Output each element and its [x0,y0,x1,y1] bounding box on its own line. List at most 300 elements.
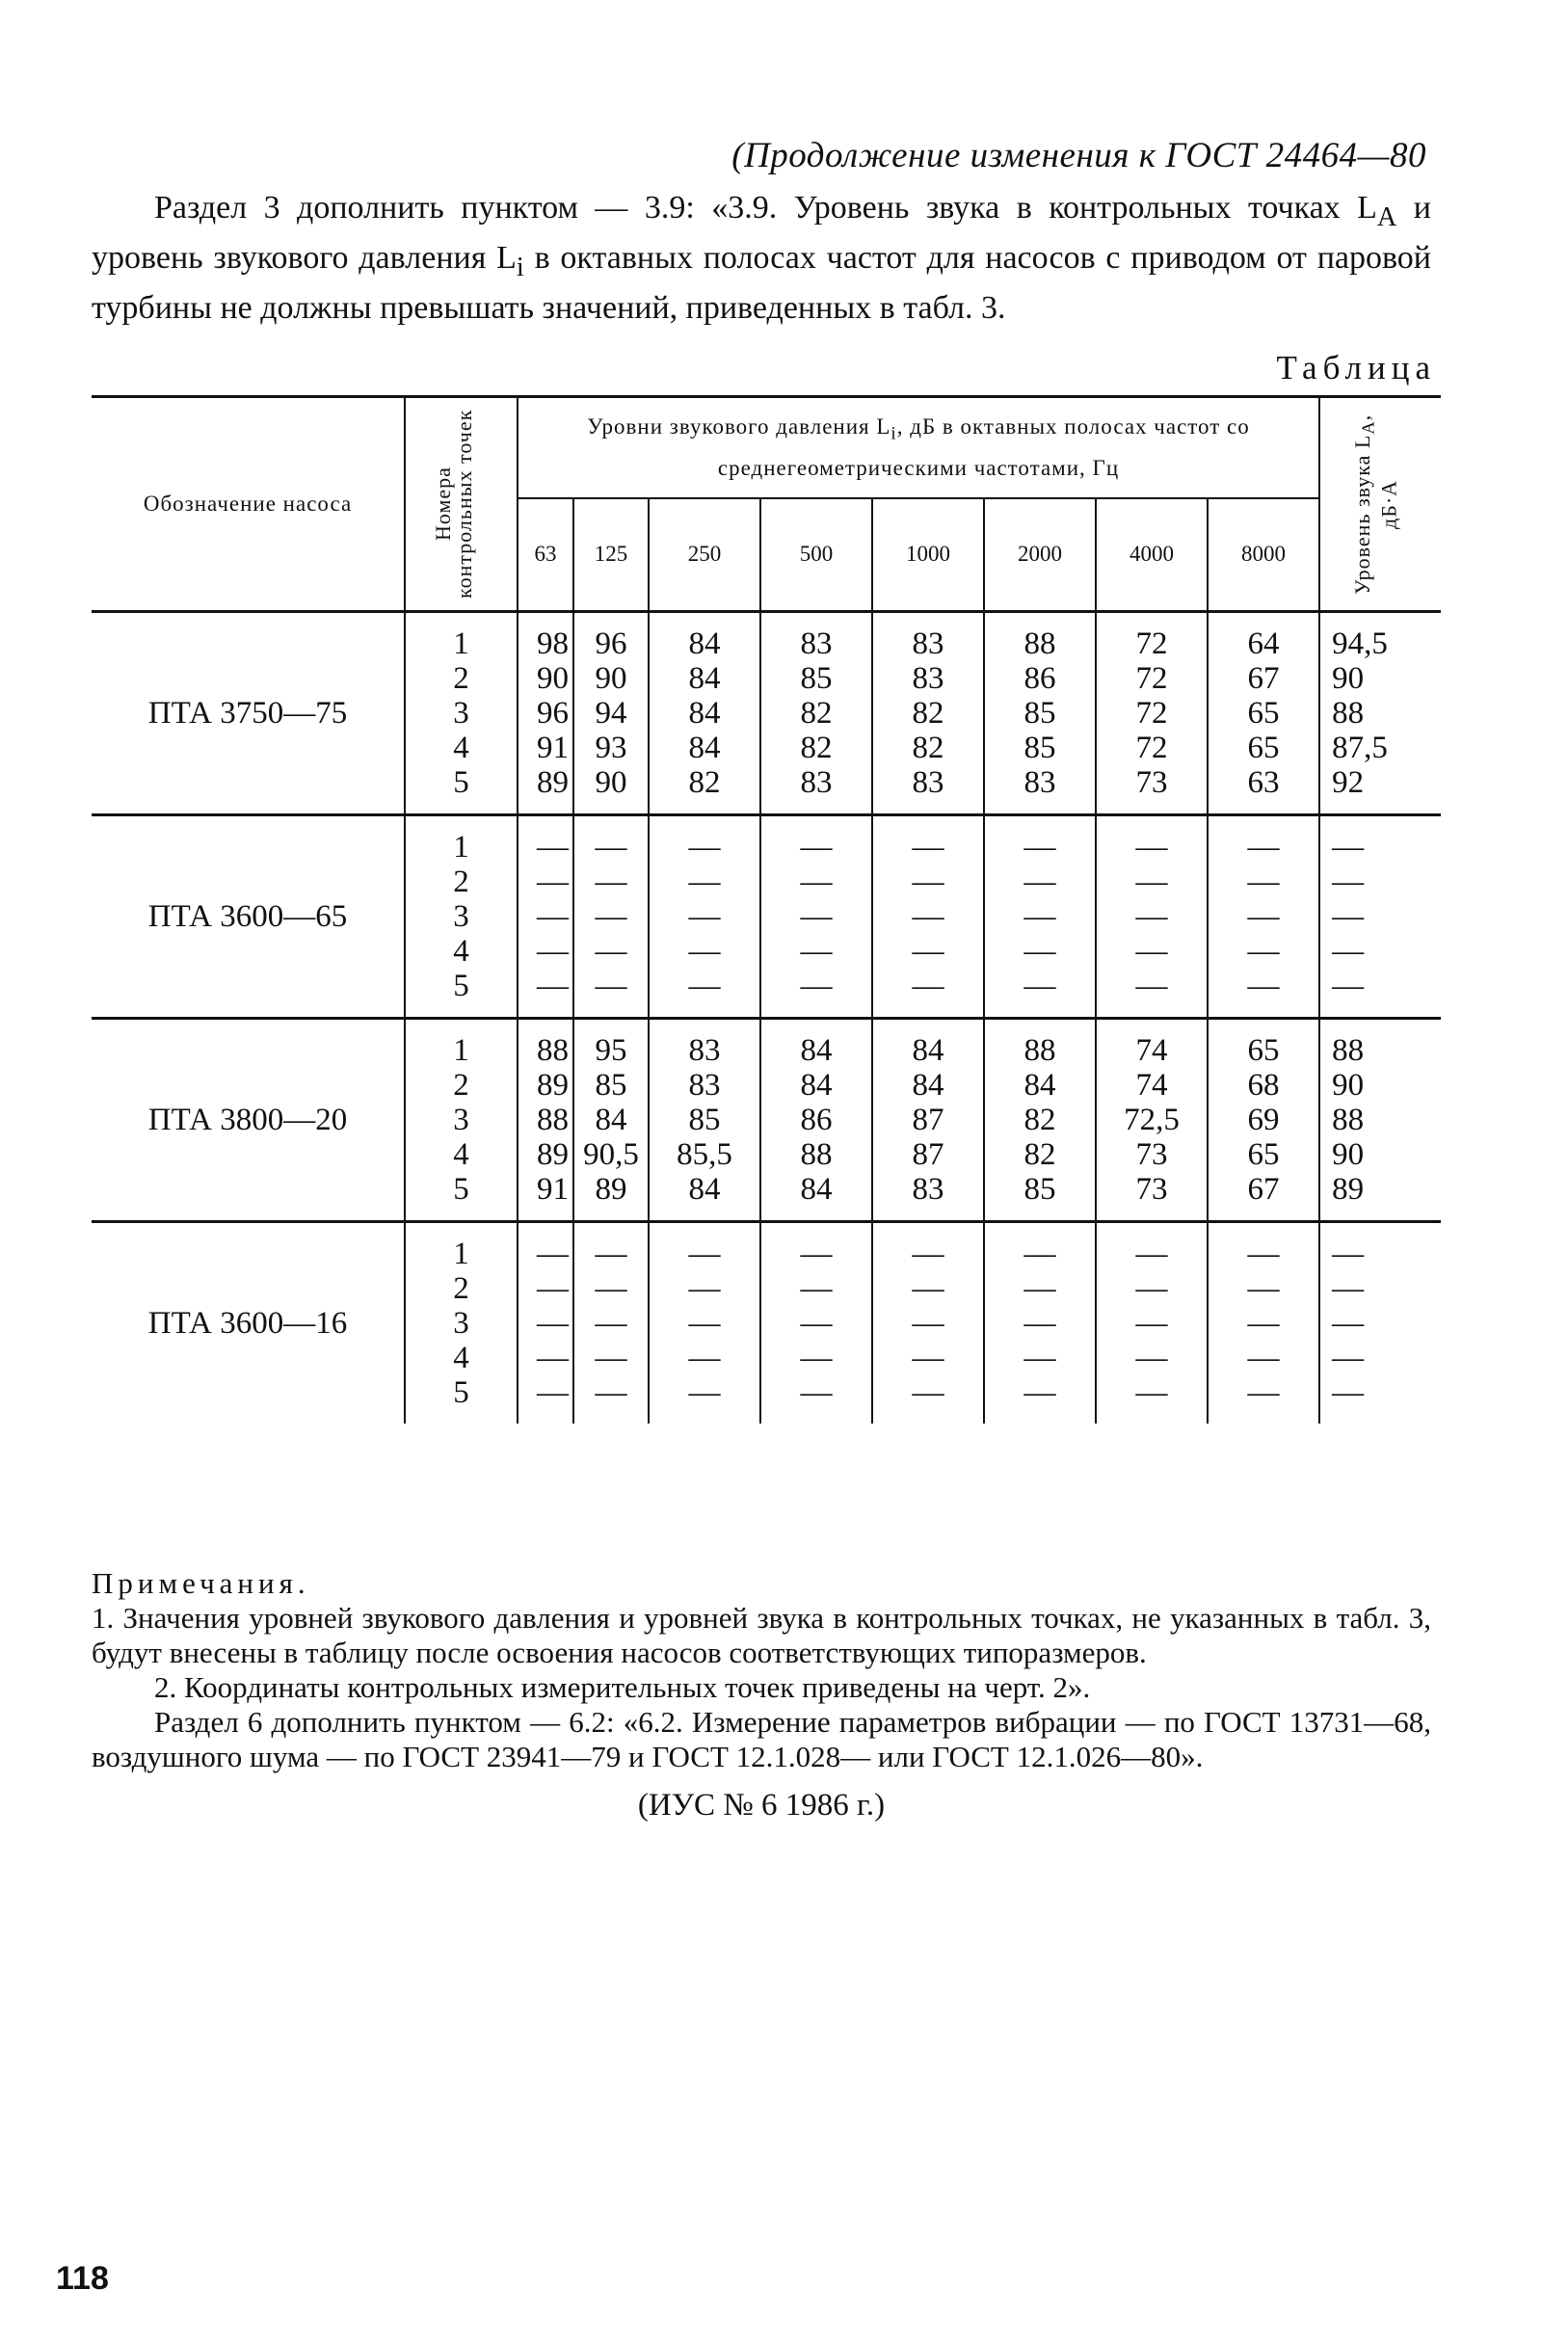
pressure-value: 84 [872,1033,984,1068]
table-label: Таблица [1276,349,1436,386]
header-pump-name-text: Обозначение насоса [143,492,353,516]
table-row [92,1237,1441,1271]
spacer-cell [573,1410,649,1424]
point-number: 3 [405,696,518,731]
pressure-value: 85 [984,731,1096,765]
point-number: 2 [405,1271,518,1306]
spacer-cell [405,1223,518,1237]
page-number: 118 [56,2260,109,2297]
pressure-value: 65 [1208,1033,1319,1068]
intro-paragraph [92,188,1431,329]
group-spacer [92,816,1441,830]
pressure-value: 68 [1208,1068,1319,1103]
pressure-value: — [1096,899,1208,934]
spacer-cell [92,612,405,627]
group-spacer [92,1410,1441,1424]
sound-level-value: — [1319,1306,1441,1341]
pressure-value: — [1096,969,1208,1003]
pressure-value: — [649,1237,760,1271]
pressure-value: 83 [872,765,984,800]
spacer-cell [1096,816,1208,830]
pressure-value: 85 [984,1172,1096,1207]
pressure-value: — [1208,969,1319,1003]
pressure-value: 84 [649,731,760,765]
pressure-value: 67 [1208,661,1319,696]
pressure-value: 64 [1208,626,1319,661]
pressure-value: — [649,1306,760,1341]
pressure-value: — [1208,865,1319,899]
pressure-value: — [649,969,760,1003]
pump-name: ПТА 3600—16 [147,1306,348,1341]
spacer-cell [92,1020,405,1033]
running-header: (Продолжение изменения к ГОСТ 24464—80 [731,136,1426,175]
pressure-value: 69 [1208,1103,1319,1137]
table-row [92,626,1441,661]
spacer-cell [1096,612,1208,627]
sound-level-value: 92 [1319,765,1441,800]
header-span-sub: i [890,423,897,444]
pressure-value: — [760,1341,872,1375]
pressure-value: 94 [573,696,649,731]
pressure-value: 83 [872,626,984,661]
spacer-cell [92,1207,405,1222]
pressure-value: — [1208,1375,1319,1410]
sound-level-value: 88 [1319,1033,1441,1068]
pressure-value: 82 [872,731,984,765]
pressure-value: 82 [984,1103,1096,1137]
spacer-cell [573,1020,649,1033]
ius-reference: (ИУС № 6 1986 г.) [637,1788,886,1823]
point-number: 2 [405,865,518,899]
point-number: 2 [405,661,518,696]
pressure-value: 84 [649,626,760,661]
note-2: 2. Координаты контрольных измерительных точек приведены на черт. 2». [154,1670,1091,1704]
spacer-cell [1319,816,1441,830]
spacer-cell [984,1410,1096,1424]
spacer-cell [518,1223,573,1237]
pressure-value: — [984,830,1096,865]
spacer-cell [649,1223,760,1237]
pressure-value: 90 [518,661,573,696]
pressure-value: — [573,1341,649,1375]
spacer-cell [1319,612,1441,627]
pressure-value: 86 [984,661,1096,696]
pressure-value: — [518,969,573,1003]
spacer-cell [518,1207,573,1222]
pressure-value: — [1208,934,1319,969]
sound-level-value: — [1319,969,1441,1003]
spacer-cell [1319,1207,1441,1222]
spacer-cell [760,800,872,815]
spacer-cell [984,1223,1096,1237]
pressure-value: 84 [872,1068,984,1103]
sound-level-value: — [1319,1237,1441,1271]
freq-header: 500 [760,498,872,612]
point-number: 3 [405,1306,518,1341]
spacer-cell [518,800,573,815]
sound-level-value: — [1319,899,1441,934]
spacer-cell [1096,1223,1208,1237]
pressure-value: 74 [1096,1068,1208,1103]
spacer-cell [405,1003,518,1019]
pressure-value: 83 [872,661,984,696]
spacer-cell [872,800,984,815]
pressure-value: 86 [760,1103,872,1137]
pressure-value: — [573,969,649,1003]
pressure-value: — [1208,1306,1319,1341]
pressure-value: 85,5 [649,1137,760,1172]
pressure-value: 96 [518,696,573,731]
intro-subscript-2: i [516,252,524,282]
pressure-value: — [760,934,872,969]
spacer-cell [1319,1410,1441,1424]
pump-name: ПТА 3750—75 [147,696,348,731]
pressure-value: 89 [518,1137,573,1172]
point-number: 5 [405,1375,518,1410]
spacer-cell [760,1020,872,1033]
sound-level-value: 88 [1319,1103,1441,1137]
pressure-value: 85 [760,661,872,696]
pressure-value: 95 [573,1033,649,1068]
spacer-cell [649,816,760,830]
spacer-cell [518,612,573,627]
spacer-cell [1208,800,1319,815]
pressure-value: 82 [760,731,872,765]
freq-header: 1000 [872,498,984,612]
pressure-value: — [984,969,1096,1003]
pressure-value: — [573,1237,649,1271]
sound-level-value: — [1319,1271,1441,1306]
group-spacer [92,612,1441,627]
pressure-value: 85 [573,1068,649,1103]
header-sound-level-end: , дБ·А [1349,413,1400,529]
spacer-cell [92,1410,405,1424]
spacer-cell [92,1223,405,1237]
spacer-cell [649,1410,760,1424]
spacer-cell [518,1410,573,1424]
pressure-value: — [518,1341,573,1375]
spacer-cell [760,1410,872,1424]
pressure-value: 89 [573,1172,649,1207]
header-sound-level [1319,397,1441,612]
spacer-cell [92,800,405,815]
pump-name: ПТА 3600—65 [147,899,348,934]
pressure-value: — [518,830,573,865]
sound-level-value: — [1319,1375,1441,1410]
point-number: 2 [405,1068,518,1103]
pressure-value: — [573,1375,649,1410]
point-number: 1 [405,1033,518,1068]
point-number: 1 [405,830,518,865]
pressure-value: 84 [760,1033,872,1068]
pressure-value: 73 [1096,1137,1208,1172]
pressure-value: 98 [518,626,573,661]
pressure-value: 65 [1208,1137,1319,1172]
pressure-value: — [1096,934,1208,969]
pressure-value: — [1096,865,1208,899]
spacer-cell [984,1020,1096,1033]
pressure-value: — [518,934,573,969]
pressure-value: — [872,1237,984,1271]
pressure-value: — [984,1271,1096,1306]
spacer-cell [1208,1410,1319,1424]
spacer-cell [573,800,649,815]
pressure-value: — [573,1306,649,1341]
sound-level-value: 89 [1319,1172,1441,1207]
pressure-value: — [760,865,872,899]
spacer-cell [649,1020,760,1033]
pressure-value: — [984,865,1096,899]
header-sound-level-wrap [1349,408,1410,600]
pressure-value: — [760,969,872,1003]
pressure-value: 84 [649,1172,760,1207]
pressure-value: 63 [1208,765,1319,800]
spacer-cell [872,1223,984,1237]
spacer-cell [984,816,1096,830]
spacer-cell [92,1003,405,1019]
header-sound-level-text: Уровень звука L [1349,434,1374,595]
spacer-cell [1096,1207,1208,1222]
pressure-value: — [872,969,984,1003]
pressure-value: 65 [1208,731,1319,765]
pressure-value: 89 [518,1068,573,1103]
pressure-value: 87 [872,1137,984,1172]
point-number: 5 [405,765,518,800]
spacer-cell [760,612,872,627]
pressure-value: — [872,899,984,934]
pressure-value: 88 [760,1137,872,1172]
spacer-cell [1096,1410,1208,1424]
pressure-value: — [760,1306,872,1341]
spacer-cell [760,816,872,830]
pressure-value: 82 [872,696,984,731]
pressure-value: 82 [649,765,760,800]
spacer-cell [405,800,518,815]
header-pump-name [92,397,405,612]
spacer-cell [984,612,1096,627]
pressure-value: — [518,1306,573,1341]
spacer-cell [1208,1207,1319,1222]
pressure-value: — [1096,1306,1208,1341]
noise-table [92,395,1441,1424]
header-frequency-span [518,397,1319,498]
spacer-cell [872,1003,984,1019]
pressure-value: — [573,899,649,934]
pressure-value: — [1208,1271,1319,1306]
spacer-cell [649,1207,760,1222]
pressure-value: 96 [573,626,649,661]
pressure-value: — [760,1237,872,1271]
pressure-value: 93 [573,731,649,765]
table-body [92,612,1441,1424]
freq-header: 8000 [1208,498,1319,612]
point-number: 4 [405,731,518,765]
freq-header: 250 [649,498,760,612]
pump-name: ПТА 3800—20 [147,1103,348,1137]
pressure-value: — [1096,1271,1208,1306]
pressure-value: 88 [518,1103,573,1137]
point-number: 1 [405,626,518,661]
intro-subscript: A [1376,201,1397,232]
pressure-value: — [649,1341,760,1375]
pressure-value: 72,5 [1096,1103,1208,1137]
pressure-value: — [760,830,872,865]
sound-level-value: — [1319,934,1441,969]
pressure-value: — [984,1375,1096,1410]
note-1: 1. Значения уровней звукового давления и уровней звука в контрольных точках, не указанных в табл. 3, будут внесены в таблицу после освоения насосов соответствующих типоразмеров. [92,1601,1431,1669]
sound-level-value: 94,5 [1319,626,1441,661]
pressure-value: — [518,899,573,934]
sound-level-value: 88 [1319,696,1441,731]
intro-text-end: в октавных полосах частот для насосов с приводом от паровой турбины не должны превышать значений, приведенных в табл. 3. [92,239,1431,326]
pressure-value: — [872,830,984,865]
pressure-value: 85 [649,1103,760,1137]
spacer-cell [1208,816,1319,830]
spacer-cell [518,816,573,830]
pressure-value: 90 [573,661,649,696]
pressure-value: 83 [760,626,872,661]
spacer-cell [405,816,518,830]
pressure-value: — [649,1375,760,1410]
pressure-value: — [872,865,984,899]
spacer-cell [872,1020,984,1033]
point-number: 1 [405,1237,518,1271]
pressure-value: 82 [984,1137,1096,1172]
spacer-cell [1096,1020,1208,1033]
spacer-cell [872,612,984,627]
pressure-value: 73 [1096,765,1208,800]
pressure-value: 83 [984,765,1096,800]
spacer-cell [573,1003,649,1019]
spacer-cell [649,612,760,627]
group-spacer [92,1207,1441,1222]
point-number: 5 [405,1172,518,1207]
pressure-value: 91 [518,1172,573,1207]
pressure-value: 90 [573,765,649,800]
pressure-value: 84 [649,696,760,731]
pressure-value: 72 [1096,696,1208,731]
spacer-cell [984,1003,1096,1019]
pressure-value: 73 [1096,1172,1208,1207]
spacer-cell [573,816,649,830]
pressure-value: 84 [760,1172,872,1207]
pressure-value: — [649,899,760,934]
pressure-value: 84 [984,1068,1096,1103]
header-points-text: Номера контрольных точек [430,409,476,599]
pressure-value: — [649,934,760,969]
spacer-cell [1319,1223,1441,1237]
sound-level-value: — [1319,865,1441,899]
pressure-value: 88 [984,1033,1096,1068]
pressure-value: 85 [984,696,1096,731]
sound-level-value: 90 [1319,1068,1441,1103]
pressure-value: — [1208,899,1319,934]
point-number: 4 [405,934,518,969]
freq-header: 2000 [984,498,1096,612]
spacer-cell [649,800,760,815]
spacer-cell [1208,612,1319,627]
spacer-cell [518,1003,573,1019]
pressure-value: 72 [1096,731,1208,765]
spacer-cell [1319,1003,1441,1019]
point-number: 3 [405,1103,518,1137]
pressure-value: — [872,1306,984,1341]
intro-text: Раздел 3 дополнить пунктом — 3.9: «3.9. Уровень звука в контрольных точках L [154,190,1377,226]
pressure-value: 84 [760,1068,872,1103]
header-span-text-end: , дБ в октавных полосах частот со среднегеометрическими частотами, Гц [717,413,1250,481]
point-number: 4 [405,1341,518,1375]
pressure-value: 84 [573,1103,649,1137]
spacer-cell [1208,1223,1319,1237]
spacer-cell [649,1003,760,1019]
pressure-value: — [984,934,1096,969]
notes-block [92,1566,1431,1823]
pressure-value: — [872,934,984,969]
pressure-value: — [984,899,1096,934]
pressure-value: — [760,899,872,934]
spacer-cell [1096,800,1208,815]
header-span-text: Уровни звукового давления L [587,413,891,439]
pressure-value: — [649,1271,760,1306]
pressure-value: — [1208,1237,1319,1271]
spacer-cell [984,800,1096,815]
spacer-cell [984,1207,1096,1222]
table-row [92,830,1441,865]
pressure-value: — [1096,1375,1208,1410]
pressure-value: — [984,1237,1096,1271]
freq-header: 4000 [1096,498,1208,612]
pressure-value: — [872,1341,984,1375]
intro-text-mid: и уровень звукового давления L [92,190,1431,276]
pressure-value: 67 [1208,1172,1319,1207]
spacer-cell [573,1207,649,1222]
pressure-value: 74 [1096,1033,1208,1068]
pressure-value: — [518,1237,573,1271]
pressure-value: — [1096,830,1208,865]
group-spacer [92,1223,1441,1237]
spacer-cell [405,1020,518,1033]
pressure-value: — [760,1271,872,1306]
sound-level-value: 90 [1319,661,1441,696]
point-number: 5 [405,969,518,1003]
pressure-value: 65 [1208,696,1319,731]
spacer-cell [872,1410,984,1424]
point-number: 3 [405,899,518,934]
pressure-value: — [872,1375,984,1410]
table-row [92,1033,1441,1068]
pressure-value: — [573,830,649,865]
sound-level-value: 90 [1319,1137,1441,1172]
pressure-value: 82 [760,696,872,731]
pressure-value: 83 [649,1068,760,1103]
spacer-cell [760,1223,872,1237]
point-number: 4 [405,1137,518,1172]
pressure-value: 83 [760,765,872,800]
pressure-value: — [518,1375,573,1410]
pressure-value: 72 [1096,626,1208,661]
pressure-value: — [518,1271,573,1306]
freq-header: 125 [573,498,649,612]
pressure-value: 83 [872,1172,984,1207]
pressure-value: — [984,1341,1096,1375]
spacer-cell [405,612,518,627]
spacer-cell [872,1207,984,1222]
spacer-cell [518,1020,573,1033]
sound-level-value: — [1319,1341,1441,1375]
group-spacer [92,1020,1441,1033]
spacer-cell [405,1410,518,1424]
pressure-value: — [1096,1341,1208,1375]
